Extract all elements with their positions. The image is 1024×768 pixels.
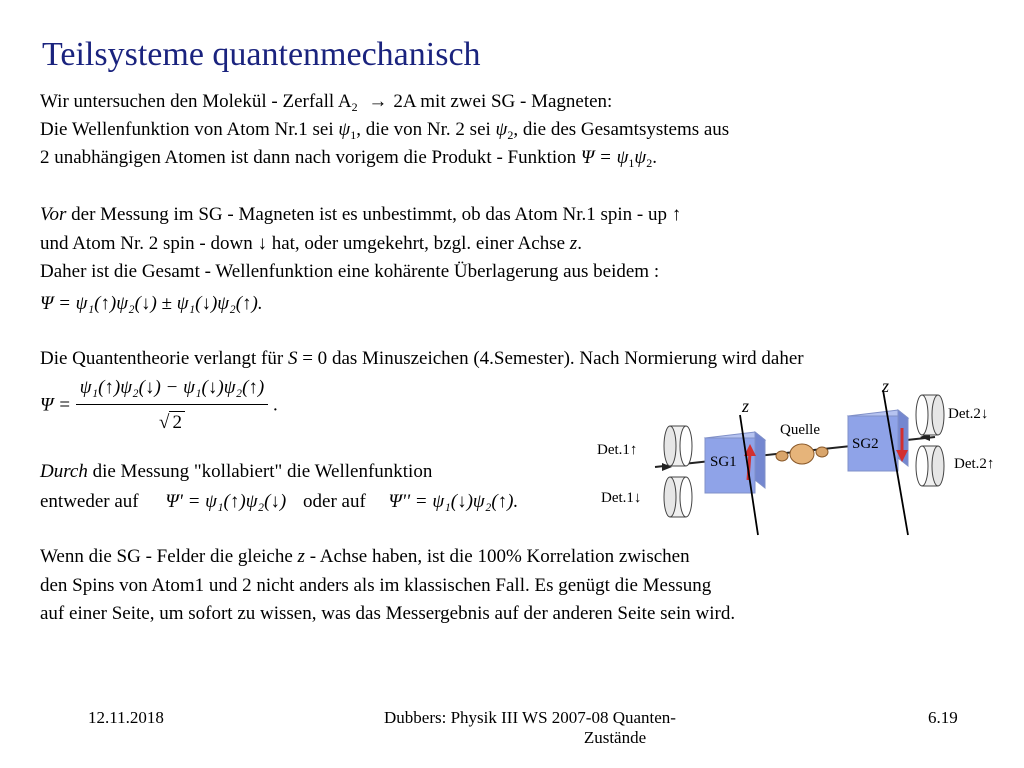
sg2-label: SG2 xyxy=(852,436,879,452)
norm-fraction xyxy=(76,374,269,437)
p1-l1-text: Wir untersuchen den Molekül - Zerfall A xyxy=(40,91,352,112)
det2-down-label: Det.2↓ xyxy=(948,406,989,422)
p4-line1 xyxy=(40,460,432,484)
p4-line2 xyxy=(40,490,518,514)
p3-spin-s: S xyxy=(287,348,298,369)
p3-s-value: = 0 xyxy=(297,348,328,369)
slide-title: Teilsysteme quantenmechanisch xyxy=(42,36,481,73)
product-sub-2: 2 xyxy=(646,156,653,170)
det2-up-label: Det.2↑ xyxy=(954,456,995,472)
p3-l1-text-a: Die Quantentheorie verlangt für xyxy=(40,348,284,369)
p2-line1 xyxy=(40,203,681,227)
decay-arrow: → xyxy=(368,91,388,112)
collapse-state-2: Ψ'' = ψ₁(↓)ψ₂(↑). xyxy=(388,491,519,512)
footer-source xyxy=(330,708,730,748)
quelle-label: Quelle xyxy=(780,422,820,438)
footer-source-line1: Dubbers: Physik III WS 2007-08 Quanten- xyxy=(384,708,676,727)
sqrt-value: 2 xyxy=(169,411,185,433)
detector-1-up xyxy=(664,426,692,466)
norm-denominator xyxy=(76,405,269,437)
sg1-magnet xyxy=(705,432,765,493)
det1-up-label: Det.1↑ xyxy=(597,442,638,458)
p1-l2-text-a: Die Wellenfunktion von Atom Nr.1 sei xyxy=(40,119,334,140)
norm-psi: Ψ = xyxy=(40,394,71,416)
p3-l1-text-b: das Minuszeichen (4.Semester). Nach Normierung wird daher xyxy=(327,348,804,369)
p5-l1-text-b: - Achse haben, ist die 100% Korrelation zwischen xyxy=(304,546,690,567)
footer-source-line2: Zustände xyxy=(583,728,647,747)
p5-line2: den Spins von Atom1 und 2 nicht anders als im klassischen Fall. Es genügt die Messung xyxy=(40,575,712,596)
p1-line1 xyxy=(40,90,612,119)
p5-l1-text-a: Wenn die SG - Felder die gleiche xyxy=(40,546,293,567)
p4-l2-text-b: oder auf xyxy=(303,491,366,512)
footer-page-number: 6.19 xyxy=(928,708,958,727)
psi-sub-2: 2 xyxy=(507,128,514,142)
p4-l2-text-a: entweder auf xyxy=(40,491,139,512)
p5-axis-z: z xyxy=(297,546,305,567)
p1-l1-text-b: 2A mit zwei SG - Magneten: xyxy=(393,91,613,112)
z-axis-right-label: z xyxy=(882,376,890,396)
quelle-source xyxy=(776,422,828,464)
normalized-formula xyxy=(40,374,278,437)
p1-l2-text-c: , die des Gesamtsystems aus xyxy=(513,119,730,140)
product-eq: Ψ = ψ xyxy=(580,147,629,168)
p5-line3: auf einer Seite, um sofort zu wissen, was das Messergebnis auf der anderen Seite sein wird. xyxy=(40,603,736,624)
p2-l2-end: . xyxy=(577,233,582,254)
p1-l2-text-b: , die von Nr. 2 sei xyxy=(356,119,491,140)
psi-sub-1: 1 xyxy=(350,128,357,142)
p2-l2-text: und Atom Nr. 2 spin - down ↓ hat, oder umgekehrt, bzgl. einer Achse xyxy=(40,233,566,254)
z-axis-left-label: z xyxy=(742,396,750,416)
sg2-magnet xyxy=(848,410,908,471)
p1-l3-text: 2 unabhängigen Atomen ist dann nach vorigem die Produkt - Funktion xyxy=(40,147,577,168)
p2-line2 xyxy=(40,232,582,256)
norm-numerator: ψ₁(↑)ψ₂(↓) − ψ₁(↓)ψ₂(↑) xyxy=(76,374,269,405)
p2-vor: Vor xyxy=(40,204,67,225)
norm-end: . xyxy=(273,394,278,416)
superposition-formula: Ψ = ψ₁(↑)ψ₂(↓) ± ψ₁(↓)ψ₂(↑). xyxy=(40,293,263,314)
sqrt-sign: √ xyxy=(159,412,170,433)
p2-axis-z: z xyxy=(569,233,578,254)
det1-down-label: Det.1↓ xyxy=(601,490,642,506)
product-end: . xyxy=(652,147,657,168)
psi-symbol: ψ xyxy=(338,119,351,140)
p1-l1-sub: 2 xyxy=(351,100,358,114)
sg1-label: SG1 xyxy=(710,454,737,470)
psi-symbol-2: ψ xyxy=(495,119,508,140)
product-psi2: ψ xyxy=(634,147,647,168)
p1-line2 xyxy=(40,118,729,147)
detector-2-down xyxy=(916,395,944,435)
stern-gerlach-diagram xyxy=(590,370,1020,540)
footer-date: 12.11.2018 xyxy=(88,708,164,727)
p2-l1-text: der Messung im SG - Magneten ist es unbestimmt, ob das Atom Nr.1 spin - up ↑ xyxy=(66,204,682,225)
p1-line3 xyxy=(40,146,657,175)
p3-line1 xyxy=(40,347,804,371)
p4-durch: Durch xyxy=(40,461,88,482)
detector-2-up xyxy=(916,446,944,486)
p4-l1-text: die Messung "kollabiert" die Wellenfunktion xyxy=(87,461,433,482)
p5-line1 xyxy=(40,545,690,569)
detector-1-down xyxy=(664,477,692,517)
product-sub-1: 1 xyxy=(628,156,635,170)
collapse-state-1: Ψ' = ψ₁(↑)ψ₂(↓) xyxy=(165,491,287,512)
p2-line3: Daher ist die Gesamt - Wellenfunktion eine kohärente Überlagerung aus beidem : xyxy=(40,261,660,282)
